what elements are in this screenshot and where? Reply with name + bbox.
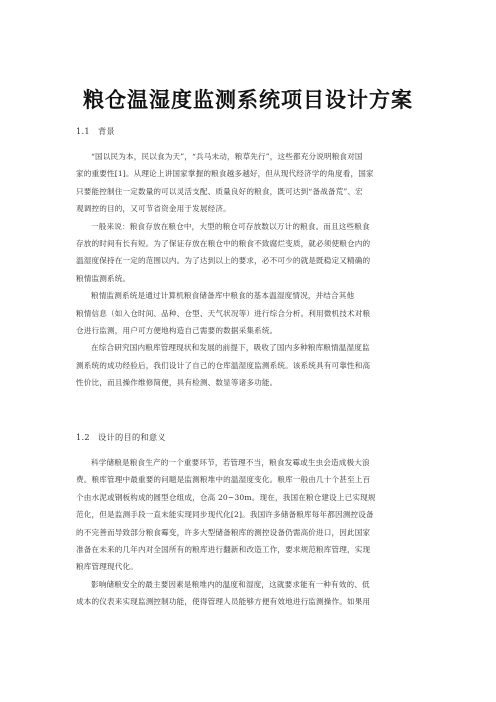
text-line: 温湿度保持在一定的范围以内。为了达到以上的要求，必不可少的就是既稳定又精确的 [76, 256, 371, 266]
paragraph [76, 148, 424, 218]
text-line: 粮情监测系统。 [76, 273, 131, 283]
text-line: 性价比，而且操作维修简便，具有检测、数显等诸多功能。 [76, 378, 278, 388]
text-line: “国以民为本，民以食为天”，“兵马未动，粮草先行”，这些都充分说明粮食对国 [91, 152, 363, 161]
text-line: 粮情信息（如入仓时间、品种、仓型、天气状况等）进行综合分析。利用微机技术对粮 [76, 308, 371, 318]
text-line: 仓进行监测，用户可方便地构造自己需要的数据采集系统。 [76, 325, 278, 335]
section-number: 1.1 [76, 126, 90, 136]
paragraph [76, 287, 424, 339]
section-heading-text: 背景 [98, 126, 115, 136]
text-line: 范化，但是监测手段一直未能实现同步现代化[2]。我国许多储备粮库每年都因测控设备 [76, 510, 374, 520]
section-body-1-1 [76, 148, 424, 391]
document-title: 粮仓温湿度监测系统项目设计方案 [83, 87, 413, 112]
text-line: 家的重要性[1]。从理论上讲国家掌握的粮食越多越好，但从现代经济学的角度看，国家 [76, 169, 374, 179]
text-line: 科学储粮是粮食生产的一个重要环节，若管理不当，粮食发霉或生虫会造成极大浪 [91, 458, 370, 467]
text-line: 准备在未来的几年内对全国所有的粮库进行翻新和改造工作，要求规范粮库管理，实现 [76, 544, 371, 554]
text-line: 只要能控制住一定数量的可以灵活支配、质量良好的粮食，既可达到“备战备荒”、宏 [76, 186, 363, 196]
text-line: 成本的仪表来实现监测控制功能，使得管理人员能够方便有效地进行监测操作。如果用 [76, 597, 371, 607]
text-line: 影响储粮安全的最主要因素是粮堆内的温度和湿度，这就要求能有一种有效的、低 [91, 579, 370, 589]
text-line: 粮情监测系统是通过计算机粮食储备库中粮食的基本温湿度情况，并结合其他 [91, 291, 355, 301]
paragraph [76, 576, 424, 611]
section-body-1-2 [76, 454, 424, 611]
text-line: 测系统的成功经验后，我们设计了自己的仓库温湿度监测系统。该系统具有可靠性和高 [76, 360, 371, 370]
text-line: 费。粮库管理中最重要的问题是监测粮堆中的温湿度变化。粮库一般由几十个甚至上百 [76, 475, 371, 485]
section-number: 1.2 [76, 432, 90, 442]
text-line: 在综合研究国内粮库管理现状和发展的前提下，吸收了国内多种粮库粮情温湿度监 [91, 343, 370, 353]
text-line: 一般来说：粮食存放在粮仓中，大型的粮仓可存放数以万计的粮食。而且这些粮食 [91, 221, 370, 231]
text-line: 观调控的目的，又可节省资金用于发展经济。 [76, 204, 231, 214]
text-line: 粮库管理现代化。 [76, 562, 138, 572]
section-heading-1-2 [76, 432, 166, 443]
text-line: 的不完善而导致部分粮食霉变，许多大型储备粮库的测控设备仍需高价进口，因此国家 [76, 527, 371, 537]
section-heading-1-1 [76, 126, 115, 137]
text-line: 存放的时间有长有短。为了保证存放在粮仓中的粮食不致腐烂变质，就必须使粮仓内的 [76, 238, 371, 248]
paragraph [76, 454, 424, 576]
section-heading-text: 设计的目的和意义 [98, 432, 166, 442]
text-line: 个由水泥或钢板构成的圆型仓组成，仓高 20~30m。现在，我国在粮仓建设上已实现规 [76, 492, 376, 502]
paragraph [76, 218, 424, 288]
paragraph [76, 339, 424, 391]
